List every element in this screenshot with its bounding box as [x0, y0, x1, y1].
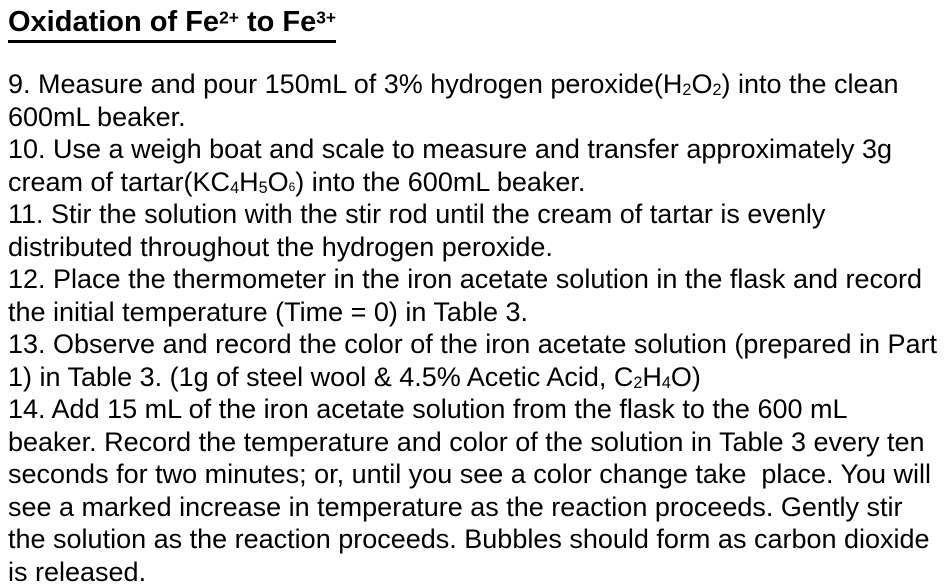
subscript: 2: [633, 373, 643, 392]
page-title-text: Oxidation of $Fe^{2+}$ to $Fe^{3+}$: [8, 6, 336, 43]
step-9: 9. Measure and pour 150mL of 3% hydrogen $peroxide(H_2O_2)$ into the clean 600mL beaker.: [8, 69, 907, 132]
procedure-steps: [8, 68, 945, 588]
superscript: 3+: [316, 7, 337, 28]
step-10: 10. Use a weigh boat and scale to measure and transfer approximately 3g cream of $tartar(KC_4H_5O_6)$ into the 600mL beaker.: [8, 134, 900, 197]
step-11: 11. Stir the solution with the stir rod until the cream of tartar is evenly distributed throughout the hydrogen peroxide.: [8, 199, 833, 262]
subscript: 2: [682, 80, 692, 99]
subscript: 5: [258, 178, 268, 197]
step-13: 13. Observe and record the color of the iron acetate solution (prepared in Part 1) in Table 3. (1g of steel wool & 4.5% Acetic Acid, $C_2H_4O$): [8, 329, 945, 392]
step-14: 14. Add 15 mL of the iron acetate solution from the flask to the 600 mL beaker. Record the temperature and color of the solution in Table 3 every ten seconds for two minutes; or, until you see a color change take place. You will see a marked increase in temperature as the reaction proceeds. Gently stir the solution as the reaction proceeds. Bubbles should form as carbon dioxide is released.: [8, 394, 939, 587]
subscript: 4: [230, 178, 240, 197]
superscript: 2+: [219, 7, 239, 28]
subscript-small: 6: [288, 179, 296, 194]
step-12: 12. Place the thermometer in the iron acetate solution in the flask and record the initial temperature (Time = 0) in Table 3.: [8, 264, 930, 327]
subscript: 4: [661, 373, 671, 392]
subscript: 2: [712, 80, 722, 99]
page-title: [8, 4, 948, 43]
